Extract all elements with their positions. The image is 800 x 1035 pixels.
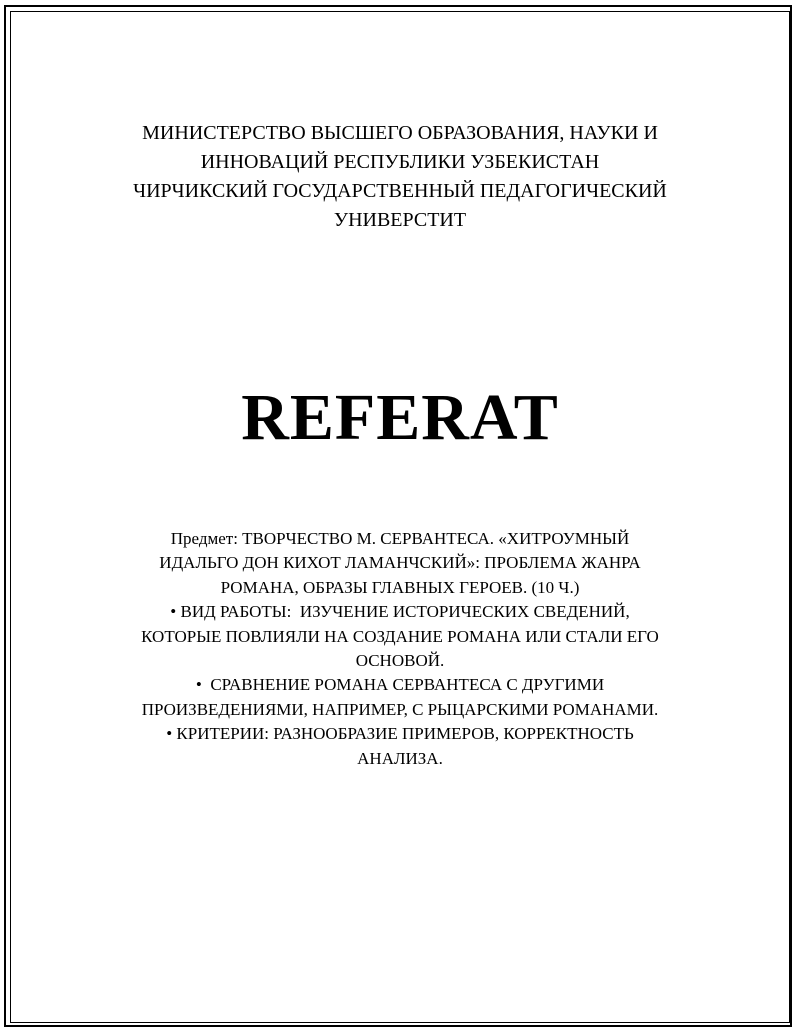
header-line: МИНИСТЕРСТВО ВЫСШЕГО ОБРАЗОВАНИЯ, НАУКИ И [142, 122, 658, 144]
description-line: • ВИД РАБОТЫ: ИЗУЧЕНИЕ ИСТОРИЧЕСКИХ СВЕДЕНИЙ, [170, 602, 630, 622]
header-line: УНИВЕРСТИТ [333, 209, 467, 231]
description-line: Предмет: ТВОРЧЕСТВО М. СЕРВАНТЕСА. «ХИТРОУМНЫЙ [170, 529, 630, 548]
description-line: ПРОИЗВЕДЕНИЯМИ, НАПРИМЕР, С РЫЦАРСКИМИ РОМАНАМИ. [141, 699, 659, 719]
description-line: ИДАЛЬГО ДОН КИХОТ ЛАМАНЧСКИЙ»: ПРОБЛЕМА ЖАНРА [159, 553, 641, 573]
description-line: КОТОРЫЕ ПОВЛИЯЛИ НА СОЗДАНИЕ РОМАНА ИЛИ СТАЛИ ЕГО [141, 626, 659, 646]
description-line: ОСНОВОЙ. [355, 651, 445, 671]
header-line: ЧИРЧИКСКИЙ ГОСУДАРСТВЕННЫЙ ПЕДАГОГИЧЕСКИЙ [133, 180, 667, 202]
description-line: • КРИТЕРИИ: РАЗНООБРАЗИЕ ПРИМЕРОВ, КОРРЕКТНОСТЬ [166, 724, 634, 744]
document-title: REFERAT [241, 381, 559, 454]
description-line: РОМАНА, ОБРАЗЫ ГЛАВНЫХ ГЕРОЕВ. (10 Ч.) [220, 577, 580, 597]
subject-description [0, 527, 800, 771]
description-line: АНАЛИЗА. [357, 748, 443, 768]
institution-header [0, 119, 800, 235]
description-line: • СРАВНЕНИЕ РОМАНА СЕРВАНТЕСА С ДРУГИМИ [195, 675, 605, 695]
header-line: ИННОВАЦИЙ РЕСПУБЛИКИ УЗБЕКИСТАН [200, 151, 600, 173]
